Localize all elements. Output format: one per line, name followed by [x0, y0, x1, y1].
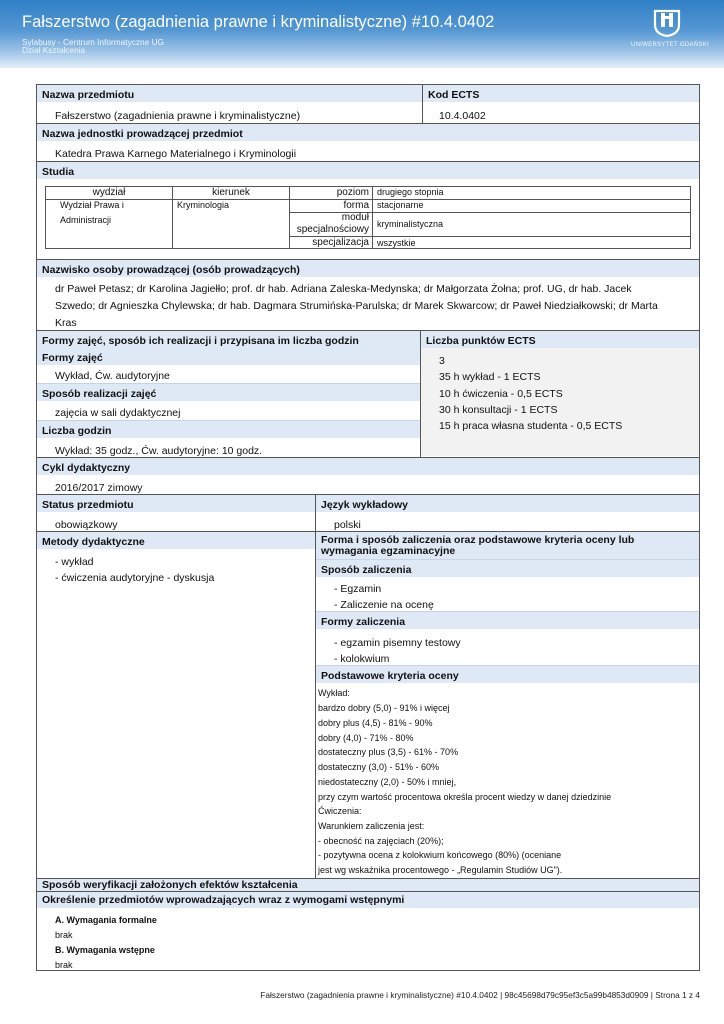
assessment-form-item-1: - egzamin pisemny testowy	[334, 637, 461, 649]
studies-specjalizacja-value: wszystkie	[377, 238, 416, 248]
prerequisites-initial-label: B. Wymagania wstępne	[55, 945, 155, 955]
ects-item-1: 35 h wykład - 1 ECTS	[439, 371, 541, 383]
ects-code-value: 10.4.0402	[439, 110, 486, 122]
studies-forma-label: forma	[343, 200, 369, 211]
criteria-line: bardzo dobry (5,0) - 91% i więcej	[318, 703, 450, 713]
ects-code-label: Kod ECTS	[423, 85, 699, 102]
verification-label: Sposób weryfikacji założonych efektów kształcenia	[37, 879, 699, 891]
unit-label: Nazwa jednostki prowadzącej przedmiot	[37, 124, 699, 141]
ects-total: 3	[439, 355, 445, 367]
language-label: Język wykładowy	[316, 495, 699, 512]
assessment-method-item-2: - Zaliczenie na ocenę	[334, 599, 434, 611]
method-item-1: - wykład	[55, 556, 94, 568]
studies-wydzial-line1: Wydział Prawa i	[60, 200, 124, 210]
ects-item-4: 15 h praca własna studenta - 0,5 ECTS	[439, 420, 623, 432]
studies-poziom-label: poziom	[336, 187, 369, 198]
studies-modul-label-line1: moduł	[341, 212, 369, 223]
criteria-line: dostateczny (3,0) - 51% - 60%	[318, 762, 440, 772]
status-label: Status przedmiotu	[37, 495, 315, 512]
forms-types-value: Wykład, Ćw. audytoryjne	[55, 370, 170, 382]
studies-forma-value: stacjonarne	[377, 200, 424, 210]
forms-method-value: zajęcia w sali dydaktycznej	[55, 407, 181, 419]
banner-subtitle-2: Dział Kształcenia	[22, 45, 86, 55]
course-name-label: Nazwa przedmiotu	[37, 85, 422, 102]
assessment-method-label: Sposób zaliczenia	[316, 560, 699, 577]
prerequisites-label: Określenie przedmiotów wprowadzających wraz z wymogami wstępnymi	[37, 892, 699, 908]
instructors-line-3: Kras	[55, 317, 77, 329]
ects-item-2: 10 h ćwiczenia - 0,5 ECTS	[439, 388, 563, 400]
banner-subtitle-1: Sylabusy - Centrum Informatyczne UG	[22, 37, 165, 47]
forms-label: Formy zajęć, sposób ich realizacji i przypisana im liczba godzin	[37, 331, 420, 348]
criteria-line: dobry plus (4,5) - 81% - 90%	[318, 718, 433, 728]
prerequisites-initial-value: brak	[55, 960, 73, 970]
prerequisites-formal-value: brak	[55, 930, 73, 940]
studies-grid	[45, 186, 691, 249]
language-value: polski	[334, 519, 361, 531]
criteria-line: Warunkiem zaliczenia jest:	[318, 821, 425, 831]
forms-types-label: Formy zajęć	[37, 348, 420, 365]
studies-wydzial-header: wydział	[92, 187, 126, 198]
course-name-value: Fałszerstwo (zagadnienia prawne i kryminalistyczne)	[55, 110, 301, 122]
forms-method-label: Sposób realizacji zajęć	[37, 384, 420, 401]
criteria-line: niedostateczny (2,0) - 50% i mniej,	[318, 777, 457, 787]
assessment-criteria-label: Podstawowe kryteria oceny	[316, 666, 699, 683]
criteria-line: Ćwiczenia:	[318, 806, 362, 816]
studies-wydzial-line2: Administracji	[60, 215, 112, 225]
studies-poziom-value: drugiego stopnia	[377, 187, 444, 197]
cycle-value: 2016/2017 zimowy	[55, 482, 143, 494]
assessment-label-line2: wymagania egzaminacyjne	[321, 545, 456, 557]
criteria-line: dostateczny plus (3,5) - 61% - 70%	[318, 747, 459, 757]
ects-points-label: Liczba punktów ECTS	[421, 331, 699, 348]
status-value: obowiązkowy	[55, 519, 118, 531]
assessment-label	[316, 532, 699, 559]
logo-text: UNIWERSYTET GDAŃSKI	[631, 42, 709, 48]
forms-hours-label: Liczba godzin	[37, 421, 420, 438]
methods-label: Metody dydaktyczne	[37, 532, 315, 549]
criteria-line: - pozytywna ocena z kolokwium końcowego (80%) (oceniane	[318, 850, 562, 860]
studies-label: Studia	[37, 162, 699, 179]
cycle-label: Cykl dydaktyczny	[37, 458, 699, 475]
ects-panel	[421, 348, 699, 456]
criteria-line: przy czym wartość procentowa określa procent wiedzy w danej dziedzinie	[318, 792, 612, 802]
criteria-line: Wykład:	[318, 688, 350, 698]
studies-kierunek-value: Kryminologia	[177, 200, 230, 210]
assessment-method-item-1: - Egzamin	[334, 583, 382, 595]
method-item-2: - ćwiczenia audytoryjne - dyskusja	[55, 572, 215, 584]
instructors-line-1: dr Paweł Petasz; dr Karolina Jagiełło; prof. dr hab. Adriana Zaleska-Medynska; dr Małgorzata Żołna; prof. UG, dr hab. Jacek	[55, 283, 632, 295]
syllabus-table	[36, 84, 700, 971]
instructors-line-2: Szwedo; dr Agnieszka Chylewska; dr hab. Dagmara Strumińska-Parulska; dr Marek Skwarcow; dr Paweł Niedziałkowski; dr Marta	[55, 300, 658, 312]
criteria-line: - obecność na zajęciach (20%);	[318, 836, 444, 846]
criteria-line: dobry (4,0) - 71% - 80%	[318, 733, 414, 743]
criteria-line: jest wg wskaźnika procentowego - „Regulamin Studiów UG").	[318, 865, 563, 875]
ects-item-3: 30 h konsultacji - 1 ECTS	[439, 404, 558, 416]
studies-modul-label-line2: specjalnościowy	[296, 224, 369, 235]
studies-modul-value: kryminalistyczna	[377, 219, 444, 229]
page-footer: Fałszerstwo (zagadnienia prawne i kryminalistyczne) #10.4.0402 | 98c45698d79c95ef3c5a99b4853d0909 | Strona 1 z 4	[260, 990, 700, 1000]
university-logo-icon	[652, 7, 682, 37]
assessment-forms-label: Formy zaliczenia	[316, 612, 699, 629]
forms-hours-value: Wykład: 35 godz., Ćw. audytoryjne: 10 godz.	[55, 445, 263, 457]
unit-value: Katedra Prawa Karnego Materialnego i Kryminologii	[55, 148, 297, 160]
studies-specjalizacja-label: specjalizacja	[312, 237, 369, 248]
assessment-form-item-2: - kolokwium	[334, 653, 390, 665]
studies-modul-label	[290, 212, 369, 236]
prerequisites-formal-label: A. Wymagania formalne	[55, 915, 157, 925]
studies-kierunek-header: kierunek	[212, 187, 250, 198]
page-banner	[0, 0, 724, 68]
instructors-label: Nazwisko osoby prowadzącej (osób prowadzących)	[37, 260, 699, 277]
page-title: Fałszerstwo (zagadnienia prawne i kryminalistyczne) #10.4.0402	[22, 13, 495, 31]
assessment-label-line1: Forma i sposób zaliczenia oraz podstawowe kryteria oceny lub	[321, 534, 635, 546]
